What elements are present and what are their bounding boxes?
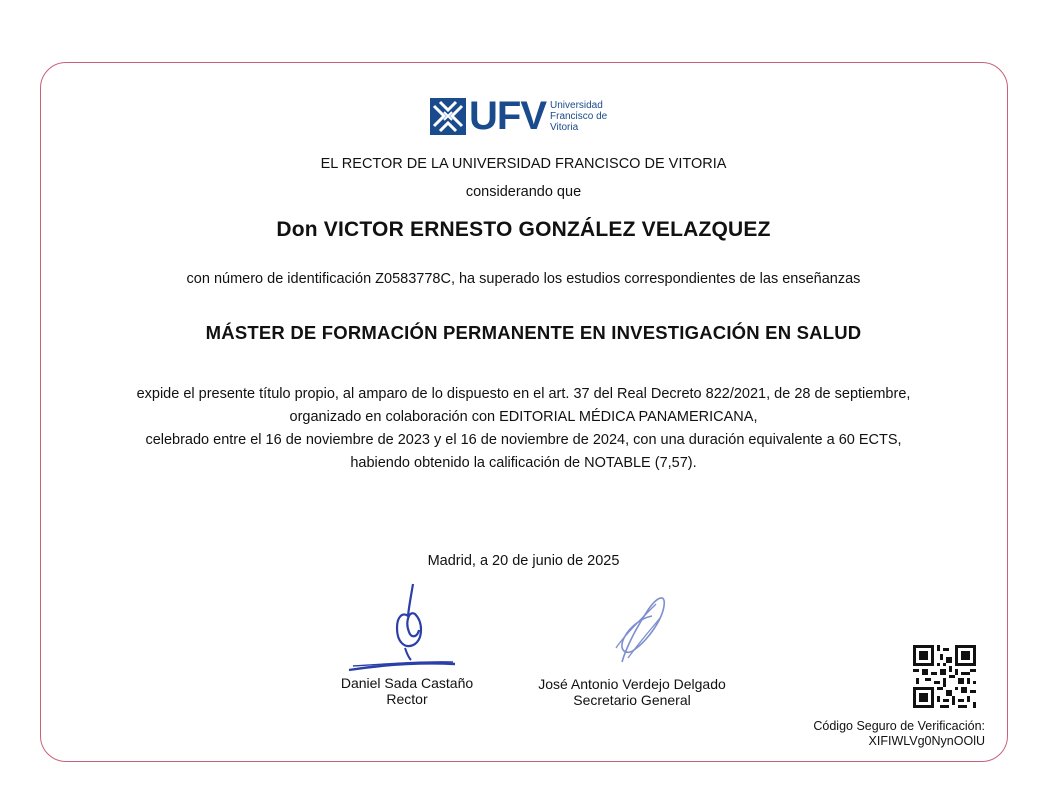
secretary-signature-icon [608, 588, 670, 664]
considering-text: considerando que [465, 184, 582, 200]
verification-qr-code-icon [913, 645, 976, 708]
signatory-role: Secretario General [573, 692, 691, 708]
logo-sub-line: Universidad [550, 99, 603, 111]
verification-label: Código Seguro de Verificación: [813, 719, 985, 733]
rector-signature-icon [345, 582, 460, 674]
place-date: Madrid, a 20 de junio de 2025 [427, 553, 620, 569]
signatory-name: José Antonio Verdejo Delgado [538, 676, 726, 692]
secretary-signatory [526, 676, 738, 708]
logo-sub-line: Francisco de [550, 110, 608, 122]
program-title: MÁSTER DE FORMACIÓN PERMANENTE EN INVESTIGACIÓN EN SALUD [205, 322, 862, 343]
rector-signatory [330, 675, 484, 707]
certificate-body [0, 383, 1047, 475]
signatory-name: Daniel Sada Castaño [340, 675, 474, 691]
recipient-name: Don VICTOR ERNESTO GONZÁLEZ VELAZQUEZ [276, 218, 771, 241]
ufv-emblem-icon [430, 98, 466, 135]
body-line: expide el presente título propio, al amparo de lo dispuesto en el art. 37 del Real Decreto 822/2021, de 28 de septiembre, [136, 386, 911, 402]
signatory-role: Rector [386, 691, 428, 707]
logo-wordmark: UFV [469, 94, 546, 138]
identification-line: con número de identificación Z0583778C, ha superado los estudios correspondientes de las enseñanzas [186, 271, 861, 287]
logo-sub-line: Vitoria [550, 121, 579, 133]
verification-block [813, 719, 985, 749]
body-line: celebrado entre el 16 de noviembre de 2023 y el 16 de noviembre de 2024, con una duración equivalente a 60 ECTS, [145, 432, 902, 448]
body-line: organizado en colaboración con EDITORIAL MÉDICA PANAMERICANA, [289, 409, 758, 425]
rector-heading: EL RECTOR DE LA UNIVERSIDAD FRANCISCO DE VITORIA [320, 156, 727, 172]
university-logo [430, 94, 608, 138]
logo-subtitle [550, 100, 607, 133]
verification-code: XIFIWLVg0NynOOlU [868, 734, 985, 748]
body-line: habiendo obtenido la calificación de NOTABLE (7,57). [350, 455, 697, 471]
